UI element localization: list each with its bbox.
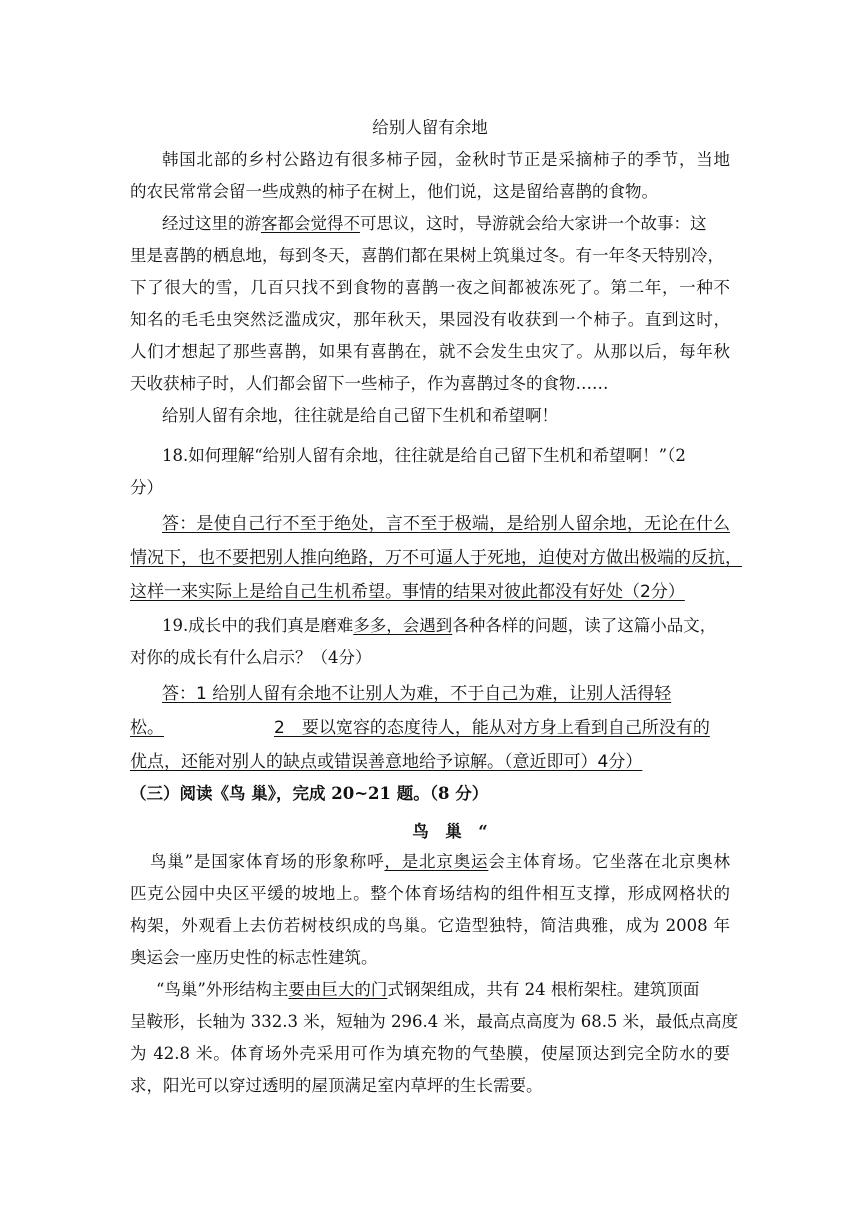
paragraph-line: 下了很大的雪，几百只找不到食物的喜鹊一夜之间都被冻死了。第二年，一种不 [130,278,730,297]
paragraph-line [162,214,730,234]
answer-19-line [130,718,730,738]
answer-19-line: 答：1 给别人留有余地不让别人为难，不于自己为难，让别人活得轻 [162,684,672,704]
paragraph-line [150,852,730,872]
paragraph-line: 给别人留有余地，往往就是给自己留下生机和希望啊！ [162,406,558,425]
answer-18-line: 这样一来实际上是给自己生机希望。事情的结果对彼此都没有好处（2分） [130,582,685,602]
section-heading: （三）阅读《鸟 巢》，完成 20~21 题。（8 分） [130,784,489,803]
paragraph-line: 为 42.8 米。体育场外壳采用可作为填充物的气垫膜，使屋顶达到完全防水的要 [130,1044,730,1063]
underlined-text: ，是北京奥运 [384,852,489,871]
paragraph-line: 呈鞍形，长轴为 332.3 米，短轴为 296.4 米，最高点高度为 68.5 米，最低点高度 [130,1012,739,1031]
paragraph-line: 求，阳光可以穿过透明的屋顶满足室内草坪的生长需要。 [130,1076,543,1095]
paragraph-line: 的农民常常会留一些成熟的柿子在树上，他们说，这是留给喜鹊的食物。 [130,182,658,201]
passage-title: 给别人留有余地 [372,118,488,137]
answer-19-line: 优点，还能对别人的缺点或错误善意地给予谅解。（意近即可）4分） [130,752,643,772]
text-run: “鸟巢”外形结构主 [156,980,289,999]
question-19-cont: 对你的成长有什么启示？（4分） [130,648,372,667]
answer-18-line: 答：是使自己行不至于绝处，言不至于极端，是给别人留余地，无论在什么 [162,514,730,534]
text-run: 可思议，这时，导游就会给大家讲一个故事：这 [360,214,707,233]
question-18: 18.如何理解“给别人留有余地，往往就是给自己留下生机和希望啊！”（2 [162,446,686,465]
text-run: 会主体育场。它坐落在北京奥林 [488,852,731,871]
text-run: 2 要以宽容的态度待人，能从对方身上看到自己所没有的 [274,718,710,738]
paragraph-line: 构架，外观看上去仿若树枝织成的鸟巢。它造型独特，简洁典雅，成为 2008 年 [130,916,730,935]
text-run: 经过这里的游 [162,214,261,233]
paragraph-line [156,980,730,1000]
paragraph-line: 里是喜鹊的栖息地，每到冬天，喜鹊们都在果树上筑巢过冬。有一年冬天特别冷， [130,246,724,265]
paragraph-line: 人们才想起了那些喜鹊，如果有喜鹊在，就不会发生虫灾了。从那以后，每年秋 [130,342,730,361]
paragraph-line: 天收获柿子时，人们都会留下一些柿子，作为喜鹊过冬的食物…… [130,374,609,393]
text-run: 19.成长中的我们真是磨难 [162,616,354,635]
underlined-text: 多多，会遇到 [353,616,453,635]
paragraph-line: 韩国北部的乡村公路边有很多柿子园，金秋时节正是采摘柿子的季节，当地 [162,150,730,169]
question-18-cont: 分） [130,478,163,497]
paragraph-line: 奥运会一座历史性的标志性建筑。 [130,948,378,967]
text-run: 式钢架组成，共有 24 根桁架柱。建筑顶面 [387,980,700,999]
section-title: 鸟 巢 “ [412,822,488,841]
paragraph-line: 匹克公园中央区平缓的坡地上。整个体育场结构的组件相互支撑，形成网格状的 [130,884,730,903]
paragraph-line: 知名的毛毛虫突然泛滥成灾，那年秋天，果园没有收获到一个柿子。直到这时， [130,310,730,329]
underlined-text: 客都会觉得不 [261,214,360,233]
question-19 [162,616,762,636]
answer-18-line: 情况下，也不要把别人推向绝路，万不可逼人于死地，迫使对方做出极端的反抗， [130,548,742,568]
text-run: 各种各样的问题，读了这篇小品文， [452,616,717,635]
underlined-text: 要由巨大的门 [288,980,388,999]
text-run: 松。 [130,718,164,738]
text-run: 鸟巢”是国家体育场的形象称呼 [150,852,385,871]
